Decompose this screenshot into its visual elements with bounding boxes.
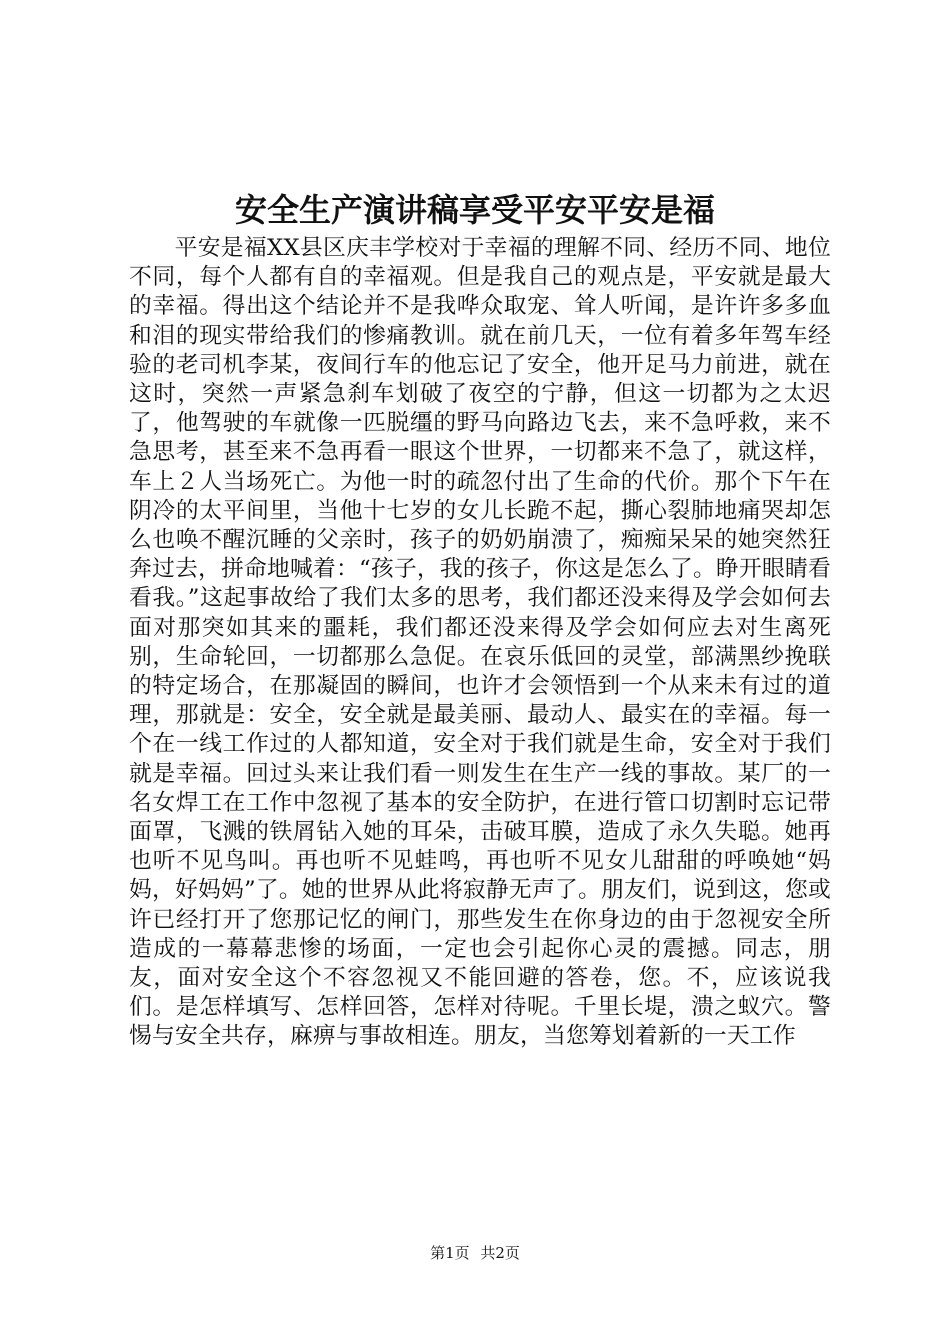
page-total: 共2页 — [480, 1244, 520, 1262]
body-paragraph: 平安是福XX县区庆丰学校对于幸福的理解不同、经历不同、地位不同，每个人都有自的幸福观。但是我自己的观点是，平安就是最大的幸福。得出这个结论并不是我哗众取宠、耸人听闻，是许许多多血和泪的现实带给我们的惨痛教训。就在前几天，一位有着多年驾车经验的老司机李某，夜间行车的他忘记了安全，他开足马力前进，就在这时，突然一声紧急刹车划破了夜空的宁静，但这一切都为之太迟了，他驾驶的车就像一匹脱缰的野马向路边飞去，来不急呼救，来不急思考，甚至来不急再看一眼这个世界，一切都来不急了，就这样，车上２人当场死亡。为他一时的疏忽付出了生命的代价。那个下午在阴冷的太平间里，当他十七岁的女儿长跪不起，撕心裂肺地痛哭却怎么也唤不醒沉睡的父亲时，孩子的奶奶崩溃了，痴痴呆呆的她突然狂奔过去，拼命地喊着：“孩子，我的孩子，你这是怎么了。睁开眼睛看看我。”这起事故给了我们太多的思考，我们都还没来得及学会如何去面对那突如其来的噩耗，我们都还没来得及学会如何应去对生离死别，生命轮回，一切都那么急促。在哀乐低回的灵堂，部满黑纱挽联的特定场合，在那凝固的瞬间，也许才会领悟到一个从来未有过的道理，那就是：安全，安全就是最美丽、最动人、最实在的幸福。每一个在一线工作过的人都知道，安全对于我们就是生命，安全对于我们就是幸福。回过头来让我们看一则发生在生产一线的事故。某厂的一名女焊工在工作中忽视了基本的安全防护，在进行管口切割时忘记带面罩，飞溅的铁屑钻入她的耳朵，击破耳膜，造成了永久失聪。她再也听不见鸟叫。再也听不见蛙鸣，再也听不见女儿甜甜的呼唤她“妈妈，好妈妈”了。她的世界从此将寂静无声了。朋友们，说到这，您或许已经打开了您那记忆的闸门，那些发生在你身边的由于忽视安全所造成的一幕幕悲惨的场面，一定也会引起你心灵的震撼。同志，朋友，面对安全这个不容忽视又不能回避的答卷，您。不，应该说我们。是怎样填写、怎样回答，怎样对待呢。千里长堤，溃之蚁穴。警惕与安全共存，麻痹与事故相连。朋友，当您筹划着新的一天工作 — [129, 235, 831, 1050]
page-title: 安全生产演讲稿享受平安平安是福 — [234, 191, 715, 229]
page-footer — [0, 1242, 950, 1264]
page-number: 第1页 — [430, 1244, 470, 1262]
document-body — [129, 234, 831, 1052]
